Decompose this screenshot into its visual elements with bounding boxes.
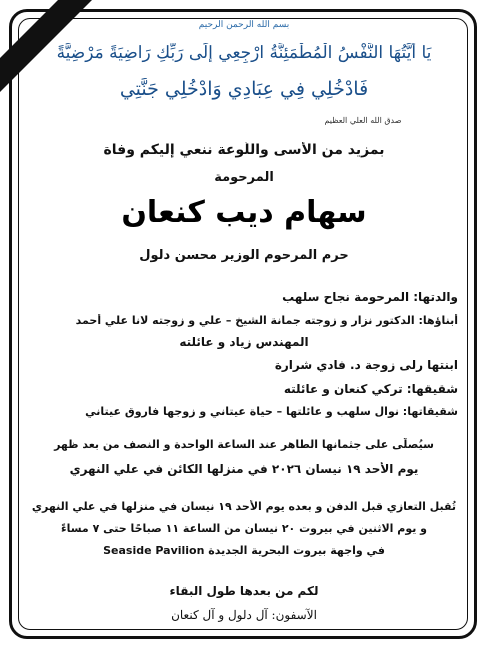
condolences-line-1: تُقبل التعازي قبل الدفن و بعده يوم الأحد ١٩ نيسان في منزلها في علي النهري: [31, 500, 457, 513]
deceased-title: المرحومة: [214, 170, 274, 185]
verse-line-2: فَادْخُلِي فِي عِبَادِي وَادْخُلِي جَنَّتِي: [119, 78, 369, 100]
deceased-name: سهام ديب كنعان: [121, 195, 367, 230]
verse-line-1: يَا أَيَّتُهَا النَّفْسُ الْمُطْمَئِنَّةُ ارْجِعِي إِلَى رَبِّكِ رَاضِيَةً مَرْضِيَّةً: [56, 43, 432, 63]
funeral-line-1: سيُصلّى على جثمانها الطاهر عند الساعة الواحدة و النصف من بعد ظهر: [54, 438, 434, 451]
daughter-line: ابنتها رلى زوجة د. فادي شرارة: [274, 358, 458, 372]
intro-line: بمزيد من الأسى واللّوعة ننعي إليكم وفاة: [103, 142, 385, 158]
closing-line: لكم من بعدها طول البقاء: [169, 584, 319, 598]
sisters-line: شقيقاتها: نوال سلهب و عائلتها – حياة عيتاني و زوجها فاروق عيتاني: [85, 405, 458, 418]
condolences-line-3: [30, 544, 458, 557]
venue-location: في واجهة بيروت البحرية الجديدة: [208, 544, 385, 557]
sons-line-1: أبناؤها: الدكتور نزار و زوجته جمانة الشيخ – علي و زوجته لانا علي أحمد: [75, 314, 458, 327]
verse-closing: صدق الله العلي العظيم: [324, 116, 402, 125]
venue-name: Seaside Pavilion: [103, 544, 205, 557]
condolences-line-2: و يوم الاثنين في بيروت ٢٠ نيسان من الساعة ١١ صباحًا حتى ٧ مساءً: [60, 522, 428, 535]
funeral-line-2: يوم الأحد ١٩ نيسان ٢٠٢٦ في منزلها الكائن في علي النهري: [69, 462, 419, 476]
brother-line: شقيقها: تركي كنعان و عائلته: [283, 382, 458, 396]
mourners-line: الآسفون: آل دلول و آل كنعان: [171, 608, 317, 622]
mother-line: والدتها: المرحومة نجاح سلهب: [282, 290, 458, 304]
sons-line-2: المهندس زياد و عائلته: [179, 335, 309, 349]
basmala: بسم الله الرحمن الرحيم: [198, 20, 290, 30]
spouse-line: حرم المرحوم الوزير محسن دلول: [139, 248, 349, 263]
